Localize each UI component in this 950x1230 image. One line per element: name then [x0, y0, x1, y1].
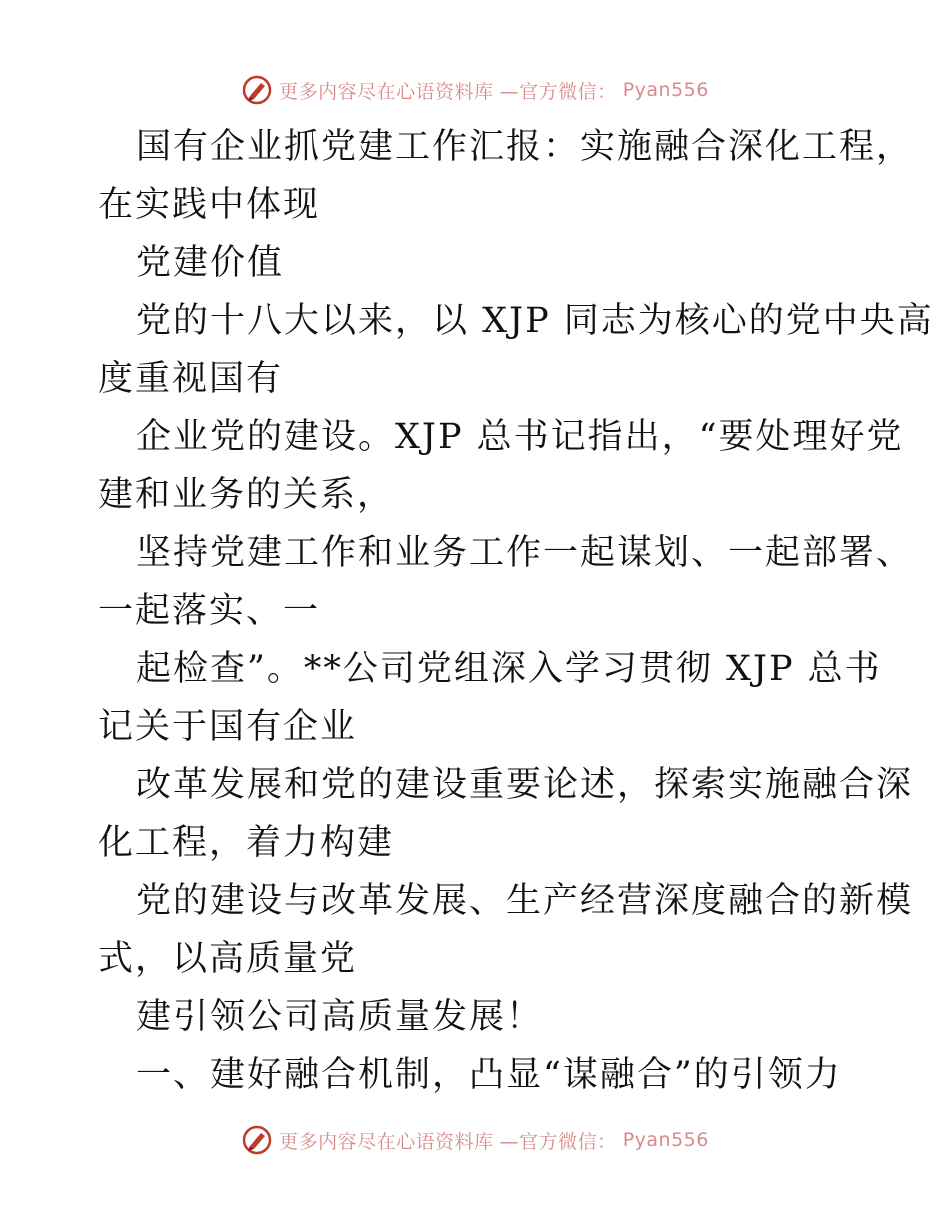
- watermark-separator: —官方微信：: [499, 80, 617, 103]
- watermark-text: 更多内容尽在心语资料库: [279, 1130, 494, 1153]
- watermark-text: 更多内容尽在心语资料库: [279, 80, 494, 103]
- text-line: 在实践中体现: [98, 185, 321, 225]
- text-line: 改革发展和党的建设重要论述，探索实施融合深: [136, 765, 914, 805]
- text-line: 一、建好融合机制，凸显“谋融合”的引领力: [136, 1055, 842, 1095]
- text-line: 国有企业抓党建工作汇报：实施融合深化工程，: [136, 127, 914, 167]
- watermark-wechat-id: Pyan556: [622, 79, 709, 101]
- text-line: 坚持党建工作和业务工作一起谋划、一起部署、: [136, 533, 914, 573]
- text-line: 建引领公司高质量发展！: [136, 997, 544, 1037]
- text-line: 记关于国有企业: [98, 707, 358, 747]
- text-line: 党的建设与改革发展、生产经营深度融合的新模: [136, 881, 914, 921]
- text-line: 起检查”。**公司党组深入学习贯彻 XJP 总书: [136, 649, 882, 689]
- document-body: [98, 118, 934, 1104]
- text-line: 建和业务的关系，: [98, 475, 395, 515]
- text-line: 党建价值: [136, 243, 285, 283]
- text-line: 企业党的建设。XJP 总书记指出，“要处理好党: [136, 417, 904, 457]
- pen-logo-icon: [241, 74, 273, 106]
- text-line: 化工程，着力构建: [98, 823, 395, 863]
- watermark-separator: —官方微信：: [499, 1130, 617, 1153]
- text-line: 一起落实、一: [98, 591, 321, 631]
- text-line: 度重视国有: [98, 359, 284, 399]
- watermark-wechat-id: Pyan556: [622, 1129, 709, 1151]
- footer-watermark: [0, 1120, 950, 1160]
- pen-logo-icon: [241, 1124, 273, 1156]
- text-line: 党的十八大以来，以 XJP 同志为核心的党中央高: [136, 301, 934, 341]
- text-line: 式，以高质量党: [98, 939, 358, 979]
- header-watermark: [0, 70, 950, 110]
